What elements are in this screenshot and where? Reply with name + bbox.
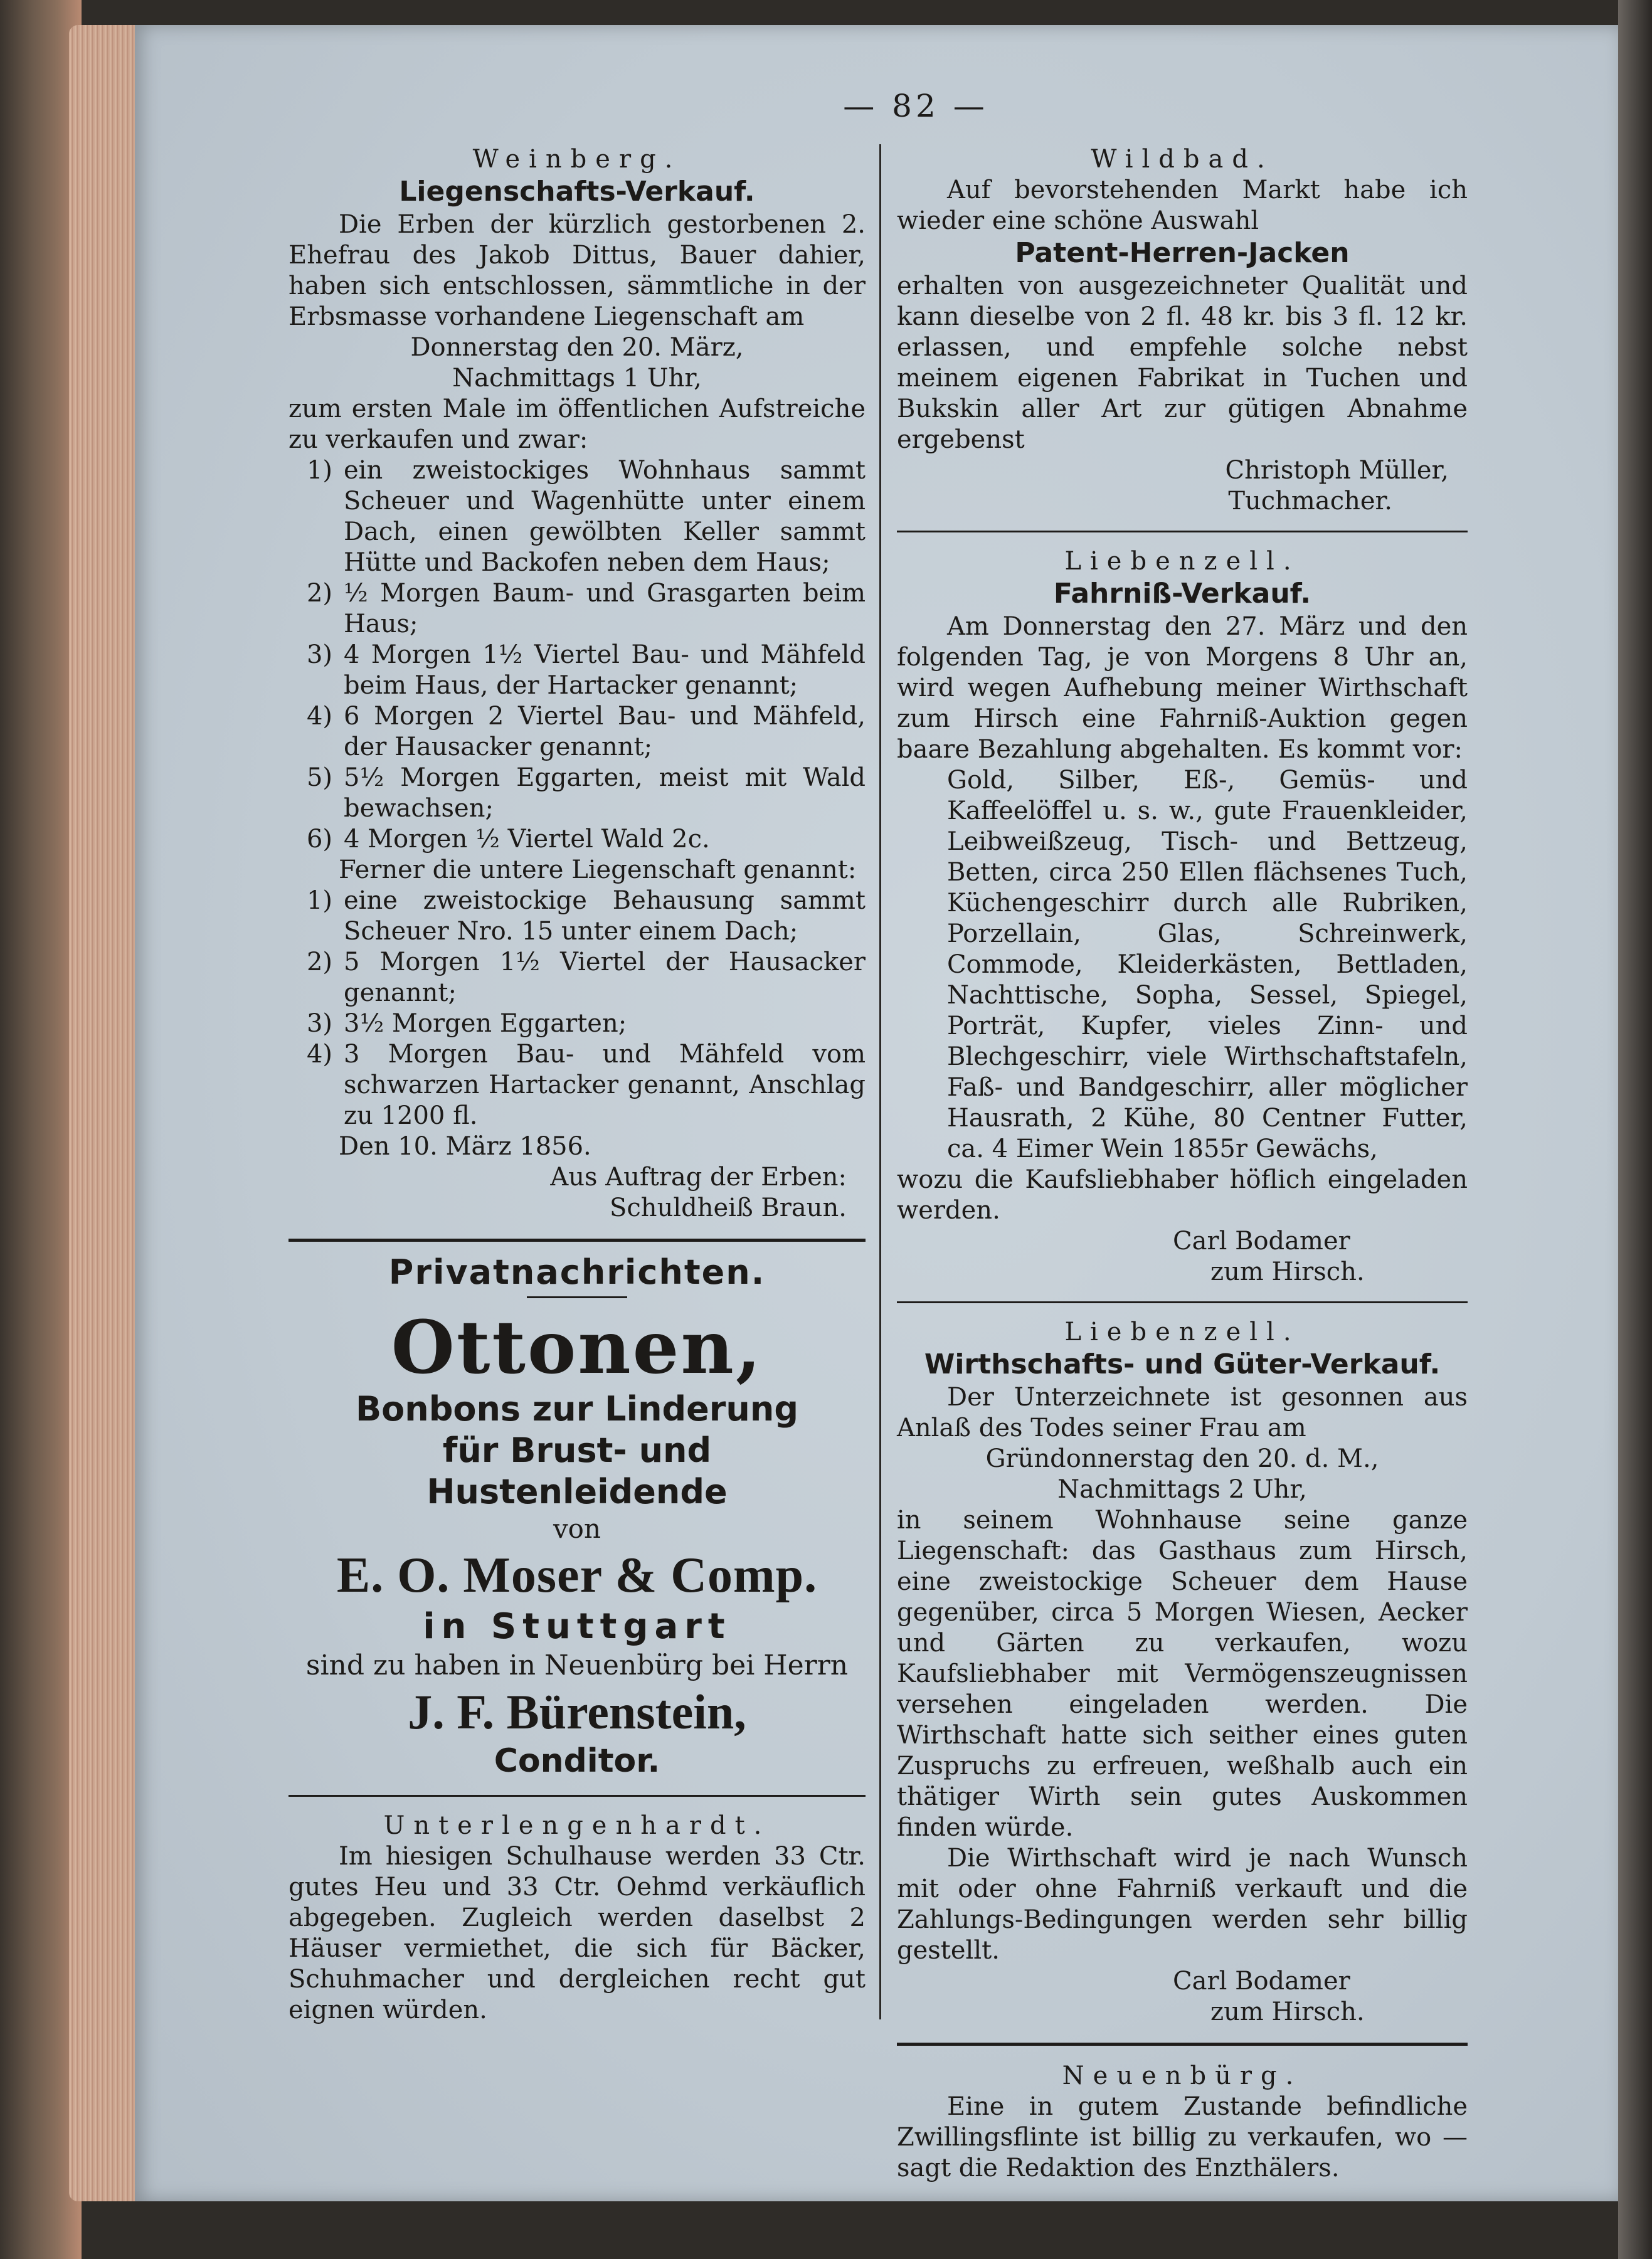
- notice-text: erhalten von ausgezeichneter Qualität und kann dieselbe von 2 fl. 48 kr. bis 3 fl. 12 kr. erlassen, und empfehle solche nebst meinem eigenen Fabrikat in Tuchen und Bukskin aller Art zur gütigen Abnahme ergebenst: [897, 272, 1468, 454]
- section-divider: [897, 2043, 1468, 2046]
- list-item: 4) 6 Morgen 2 Viertel Bau- und Mähfeld, der Hausacker genannt;: [306, 702, 866, 761]
- notice-intro: Der Unterzeichnete ist gesonnen aus Anlaß des Todes seiner Frau am: [897, 1383, 1468, 1442]
- wildbad-notice: [897, 144, 1468, 517]
- ad-subtitle-1: Bonbons zur Linderung: [356, 1389, 798, 1429]
- notice-outro: wozu die Kaufsliebhaber höflich eingeladen werden.: [897, 1165, 1468, 1225]
- notice-ferner: Ferner die untere Liegenschaft genannt:: [339, 855, 857, 884]
- list-item: 5) 5½ Morgen Eggarten, meist mit Wald bewachsen;: [306, 763, 866, 823]
- property-list-2: [289, 886, 866, 1131]
- section-heading: Privatnachrichten.: [388, 1252, 766, 1292]
- place-heading: Unterlengenhardt.: [383, 1811, 771, 1840]
- notice-headline: Liegenschafts-Verkauf.: [399, 176, 755, 208]
- signature-line-2: Tuchmacher.: [1228, 487, 1392, 516]
- liebenzell-wirthschaft-notice: [897, 1317, 1468, 2028]
- list-item: 2) ½ Morgen Baum- und Grasgarten beim Haus;: [306, 579, 866, 638]
- notice-date: Donnerstag den 20. März,: [410, 333, 744, 362]
- section-divider: [289, 1239, 866, 1242]
- signature-line-1: Aus Auftrag der Erben:: [550, 1163, 847, 1192]
- section-divider: [289, 1795, 866, 1797]
- liebenzell-fahrniss-notice: [897, 546, 1468, 1288]
- notice-time: Nachmittags 2 Uhr,: [1057, 1475, 1307, 1504]
- notice-text-2: Die Wirthschaft wird je nach Wunsch mit oder ohne Fahrniß verkauft und die Zahlungs-Bedingungen werden sehr billig gestellt.: [897, 1844, 1468, 1965]
- property-list: [289, 455, 866, 855]
- place-heading: Neuenbürg.: [1062, 2061, 1303, 2090]
- notice-date: Gründonnerstag den 20. d. M.,: [985, 1444, 1379, 1473]
- notice-headline: Fahrniß-Verkauf.: [1053, 578, 1311, 610]
- ad-product-name: Ottonen,: [391, 1305, 763, 1390]
- ad-city: in Stuttgart: [423, 1606, 731, 1647]
- signature-line-1: Carl Bodamer: [1173, 1967, 1350, 1996]
- right-column: [897, 144, 1468, 2184]
- list-item: 3) 3½ Morgen Eggarten;: [306, 1009, 627, 1038]
- signature-line-2: zum Hirsch.: [1210, 1257, 1365, 1286]
- place-heading: Liebenzell.: [1064, 1318, 1300, 1346]
- place-heading: Weinberg.: [472, 145, 682, 174]
- signature-line-1: Carl Bodamer: [1173, 1227, 1350, 1256]
- notice-intro: Am Donnerstag den 27. März und den folgenden Tag, je von Morgens 8 Uhr an, wird wegen Aufhebung meiner Wirthschaft zum Hirsch eine Fahrniß-Auktion gegen baare Bezahlung abgehalten. Es kommt vor:: [897, 612, 1468, 764]
- signature-line-2: Schuldheiß Braun.: [610, 1193, 847, 1222]
- unterlengenhardt-notice: [289, 1811, 866, 2026]
- short-divider: [527, 1296, 627, 1298]
- notice-text: Im hiesigen Schulhause werden 33 Ctr. gutes Heu und 33 Ctr. Oehmd verkäuflich abgegeben. Zugleich werden daselbst 2 Häuser vermiethet, die sich für Bäcker, Schuhmacher und dergleichen recht gut eignen würden.: [289, 1842, 866, 2024]
- section-divider: [897, 531, 1468, 532]
- ad-subtitle-2: für Brust- und Hustenleidende: [426, 1431, 728, 1511]
- ad-availability: sind zu haben in Neuenbürg bei Herrn: [305, 1649, 849, 1681]
- place-heading: Wildbad.: [1091, 145, 1274, 174]
- notice-text: in seinem Wohnhause seine ganze Liegenschaft: das Gasthaus zum Hirsch, eine zweistockige Scheuer dem Hause gegenüber, circa 5 Morgen Wiesen, Aecker und Gärten zu verkaufen, wozu Kaufsliebhaber mit Vermögenszeugnissen versehen eingeladen werden. Die Wirthschaft hatte sich seither eines guten Zuspruchs zu erfreuen, weßhalb auch ein thätiger Wirth sein gutes Auskommen finden würde.: [897, 1506, 1468, 1842]
- signature-line-2: zum Hirsch.: [1210, 1997, 1365, 2026]
- notice-headline: Wirthschafts- und Güter-Verkauf.: [924, 1348, 1441, 1380]
- place-heading: Liebenzell.: [1064, 547, 1300, 576]
- ad-seller-title: Conditor.: [494, 1742, 660, 1780]
- notice-time: Nachmittags 1 Uhr,: [452, 364, 702, 393]
- list-item: 6) 4 Morgen ½ Viertel Wald 2c.: [306, 825, 710, 854]
- notice-headline: Patent-Herren-Jacken: [1015, 237, 1350, 269]
- notice-dateline: Den 10. März 1856.: [339, 1132, 591, 1161]
- page-number: — 82 —: [843, 88, 988, 124]
- page-edges: [69, 25, 138, 2201]
- list-item: 1) ein zweistockiges Wohnhaus sammt Scheuer und Wagenhütte unter einem Dach, einen gewölbten Keller sammt Hütte und Backofen neben dem Haus;: [306, 456, 866, 577]
- list-item: 4) 3 Morgen Bau- und Mähfeld vom schwarzen Hartacker genannt, Anschlag zu 1200 fl.: [306, 1040, 866, 1130]
- column-divider: [879, 144, 881, 2019]
- list-item: 2) 5 Morgen 1½ Viertel der Hausacker genannt;: [306, 948, 866, 1007]
- ad-von: von: [553, 1513, 601, 1544]
- section-divider: [897, 1301, 1468, 1303]
- left-column: [289, 144, 866, 2026]
- weinberg-notice: [289, 144, 866, 1224]
- signature-line-1: Christoph Müller,: [1225, 456, 1449, 485]
- ad-seller-name: J. F. Bürenstein,: [408, 1685, 746, 1739]
- notice-intro: Die Erben der kürzlich gestorbenen 2. Ehefrau des Jakob Dittus, Bauer dahier, haben sich entschlossen, sämmtliche in der Erbsmasse vorhandene Liegenschaft am: [289, 210, 866, 331]
- notice-items: Gold, Silber, Eß-, Gemüs- und Kaffeelöffel u. s. w., gute Frauenkleider, Leibweißzeug, Tisch- und Bettzeug, Betten, circa 250 Ellen flächsenes Tuch, Küchengeschirr durch alle Rubriken, Porzellain, Glas, Schreinwerk, Commode, Kleiderkästen, Bettladen, Nachttische, Sopha, Sessel, Spiegel, Porträt, Kupfer, vieles Zinn- und Blechgeschirr, viele Wirthschaftstafeln, Faß- und Bandgeschirr, aller möglicher Hausrath, 2 Kühe, 80 Centner Futter, ca. 4 Eimer Wein 1855r Gewächs,: [947, 766, 1468, 1163]
- neuenbuerg-notice: [897, 2061, 1468, 2184]
- notice-intro: Auf bevorstehenden Markt habe ich wieder eine schöne Auswahl: [897, 176, 1468, 235]
- right-background: [1618, 0, 1652, 2259]
- list-item: 3) 4 Morgen 1½ Viertel Bau- und Mähfeld beim Haus, der Hartacker genannt;: [306, 640, 866, 700]
- notice-sale: zum ersten Male im öffentlichen Aufstreiche zu verkaufen und zwar:: [289, 394, 866, 454]
- notice-text: Eine in gutem Zustande befindliche Zwillingsflinte ist billig zu verkaufen, wo — sagt die Redaktion des Enzthälers.: [897, 2092, 1468, 2182]
- list-item: 1) eine zweistockige Behausung sammt Scheuer Nro. 15 unter einem Dach;: [306, 886, 866, 946]
- ad-firm-name: E. O. Moser & Comp.: [336, 1548, 818, 1603]
- privat-ad: [289, 1252, 866, 1781]
